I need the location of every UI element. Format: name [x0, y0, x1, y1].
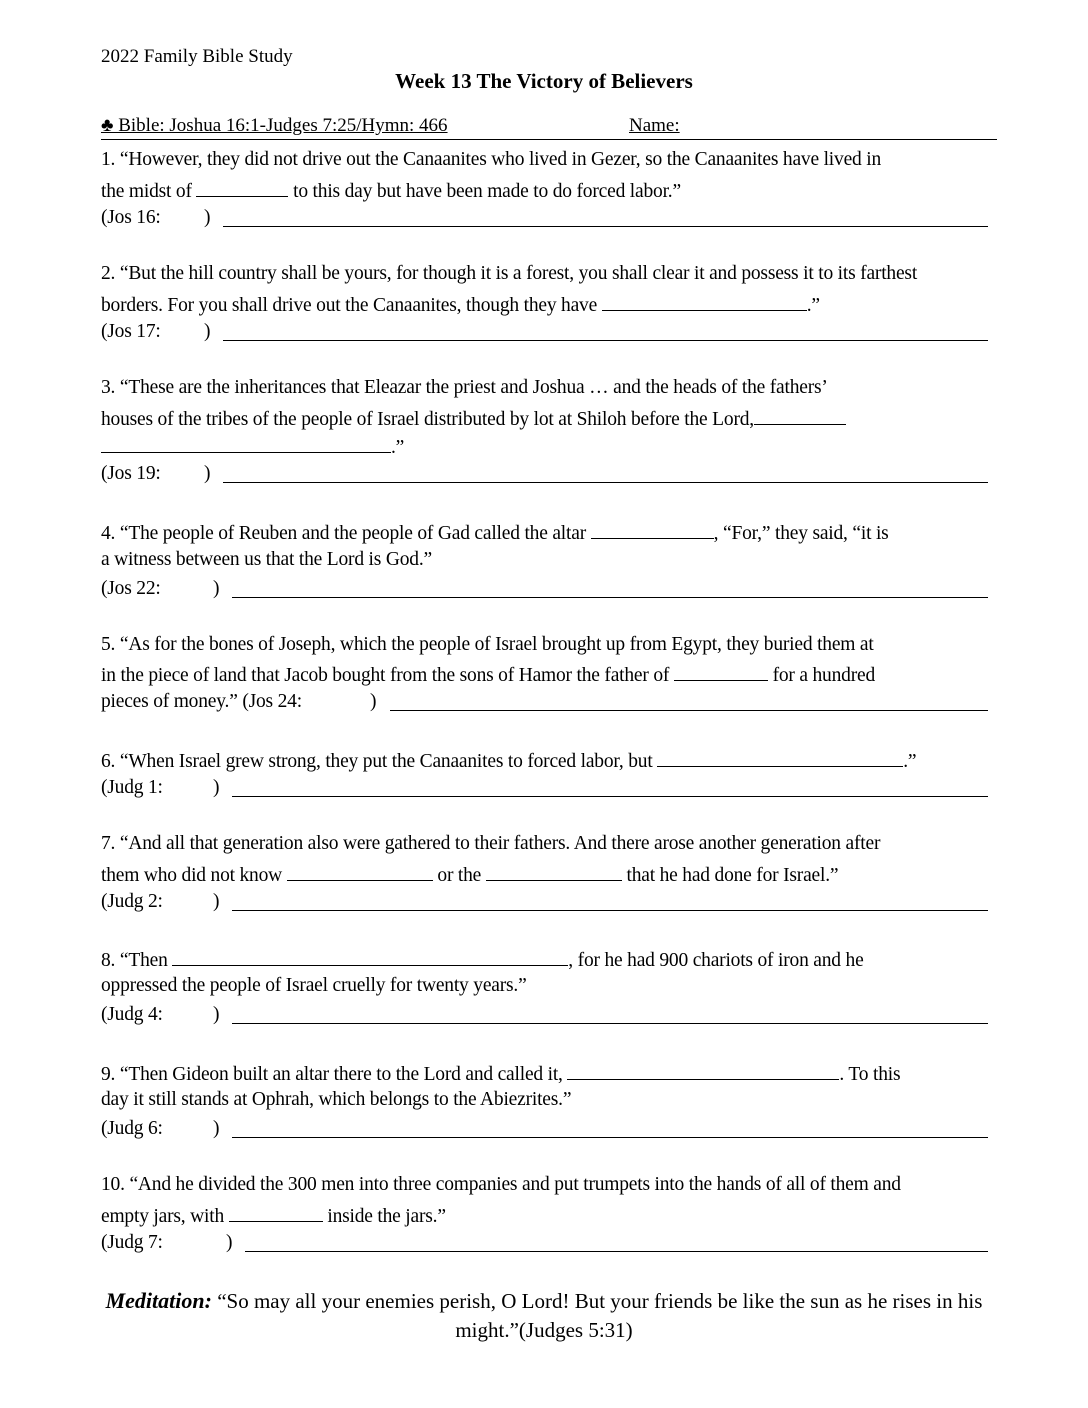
answer-line[interactable] [223, 482, 988, 483]
meditation-text: “So may all your enemies perish, O Lord! But your friends be like the sun as he rises in his might.”(Judges 5:31) [211, 1289, 983, 1342]
page-title: Week 13 The Victory of Believers [395, 69, 693, 93]
question-text [101, 178, 681, 203]
reference-close: ) [213, 777, 220, 798]
question-text [101, 1203, 446, 1228]
meditation [0, 1286, 1088, 1345]
answer-blank[interactable] [591, 520, 714, 539]
question-text: 3. “These are the inheritances that Eleazar the priest and Joshua … and the heads of the fathers’ [101, 377, 828, 398]
answer-blank[interactable] [172, 947, 568, 966]
question-text: 7. “And all that generation also were gathered to their fathers. And there arose another generation after [101, 833, 881, 854]
reference-label: (Jos 22: [101, 578, 161, 599]
question-text-part: , for he had 900 chariots of iron and he [568, 950, 864, 971]
question-text: 2. “But the hill country shall be yours, for though it is a forest, you shall clear it and possess it to its farthest [101, 263, 918, 284]
question-text [101, 1061, 900, 1086]
answer-line[interactable] [223, 340, 988, 341]
question-text [101, 947, 864, 972]
question-text: a witness between us that the Lord is God.” [101, 549, 432, 570]
answer-blank[interactable] [196, 178, 288, 197]
question-text: 5. “As for the bones of Joseph, which the people of Israel brought up from Egypt, they buried them at [101, 634, 874, 655]
question-text-part: inside the jars.” [322, 1206, 446, 1227]
answer-line[interactable] [245, 1251, 988, 1252]
question-text-part: .” [806, 295, 820, 316]
question-text-part: empty jars, with [101, 1206, 229, 1227]
reference-label: pieces of money.” (Jos 24: [101, 691, 302, 712]
meditation-label: Meditation: [105, 1288, 212, 1313]
question-text [101, 662, 875, 687]
question-text-part: , “For,” they said, “it is [713, 523, 889, 544]
reference-label: (Judg 6: [101, 1118, 163, 1139]
answer-blank[interactable] [287, 862, 433, 881]
answer-blank[interactable] [674, 662, 768, 681]
question-text-part: 8. “Then [101, 950, 173, 971]
answer-blank[interactable] [567, 1061, 839, 1080]
answer-line[interactable] [232, 1137, 988, 1138]
reference-close: ) [213, 1118, 220, 1139]
reference-close: ) [204, 321, 211, 342]
answer-line[interactable] [232, 796, 988, 797]
reference-label: (Judg 2: [101, 891, 163, 912]
reference-label: (Jos 17: [101, 321, 161, 342]
answer-blank[interactable] [101, 434, 391, 453]
reference-label: (Judg 4: [101, 1004, 163, 1025]
question-text: 1. “However, they did not drive out the Canaanites who lived in Gezer, so the Canaanites have lived in [101, 149, 882, 170]
reference-label: (Jos 16: [101, 207, 161, 228]
name-label: Name: [629, 115, 680, 136]
question-text-part: the midst of [101, 181, 197, 202]
reference-label: (Jos 19: [101, 463, 161, 484]
meditation-body [104, 1286, 984, 1345]
reference-close: ) [204, 463, 211, 484]
question-text [101, 434, 404, 459]
answer-blank[interactable] [657, 748, 903, 767]
question-text-part: for a hundred [767, 665, 876, 686]
question-text-part: or the [432, 865, 486, 886]
question-text [101, 520, 889, 545]
question-text-part: them who did not know [101, 865, 287, 886]
reference-close: ) [370, 691, 377, 712]
question-text-part: 9. “Then Gideon built an altar there to the Lord and called it, [101, 1064, 568, 1085]
reference-close: ) [213, 578, 220, 599]
question-text-part: . To this [839, 1064, 901, 1085]
answer-blank[interactable] [229, 1203, 323, 1222]
bible-reading: ♣ Bible: Joshua 16:1-Judges 7:25/Hymn: 466 [101, 115, 448, 136]
question-text [101, 406, 846, 431]
answer-line[interactable] [232, 910, 988, 911]
info-line [101, 115, 997, 140]
answer-line[interactable] [223, 226, 988, 227]
question-text-part: .” [391, 437, 405, 458]
question-text [101, 862, 838, 887]
question-text: day it still stands at Ophrah, which belongs to the Abiezrites.” [101, 1089, 572, 1110]
reference-label: (Judg 1: [101, 777, 163, 798]
answer-line[interactable] [232, 597, 988, 598]
question-text [101, 748, 916, 773]
question-text-part: 4. “The people of Reuben and the people of Gad called the altar [101, 523, 591, 544]
question-text-part: houses of the tribes of the people of Israel distributed by lot at Shiloh before the Lord, [101, 409, 754, 430]
question-text-part: to this day but have been made to do forced labor.” [288, 181, 681, 202]
answer-blank[interactable] [602, 292, 807, 311]
question-text-part: borders. For you shall drive out the Canaanites, though they have [101, 295, 602, 316]
study-name: 2022 Family Bible Study [101, 46, 293, 67]
question-text-part: 6. “When Israel grew strong, they put the Canaanites to forced labor, but [101, 751, 658, 772]
reference-close: ) [213, 891, 220, 912]
question-text: 10. “And he divided the 300 men into three companies and put trumpets into the hands of all of them and [101, 1174, 901, 1195]
question-text-part: that he had done for Israel.” [621, 865, 839, 886]
question-text-part: .” [903, 751, 917, 772]
question-text [101, 292, 820, 317]
answer-blank[interactable] [486, 862, 622, 881]
question-text-part: in the piece of land that Jacob bought from the sons of Hamor the father of [101, 665, 674, 686]
question-text: oppressed the people of Israel cruelly for twenty years.” [101, 975, 527, 996]
answer-blank[interactable] [754, 406, 846, 425]
answer-line[interactable] [390, 710, 988, 711]
reference-close: ) [213, 1004, 220, 1025]
reference-close: ) [204, 207, 211, 228]
reference-label: (Judg 7: [101, 1232, 163, 1253]
answer-line[interactable] [232, 1023, 988, 1024]
reference-close: ) [226, 1232, 233, 1253]
